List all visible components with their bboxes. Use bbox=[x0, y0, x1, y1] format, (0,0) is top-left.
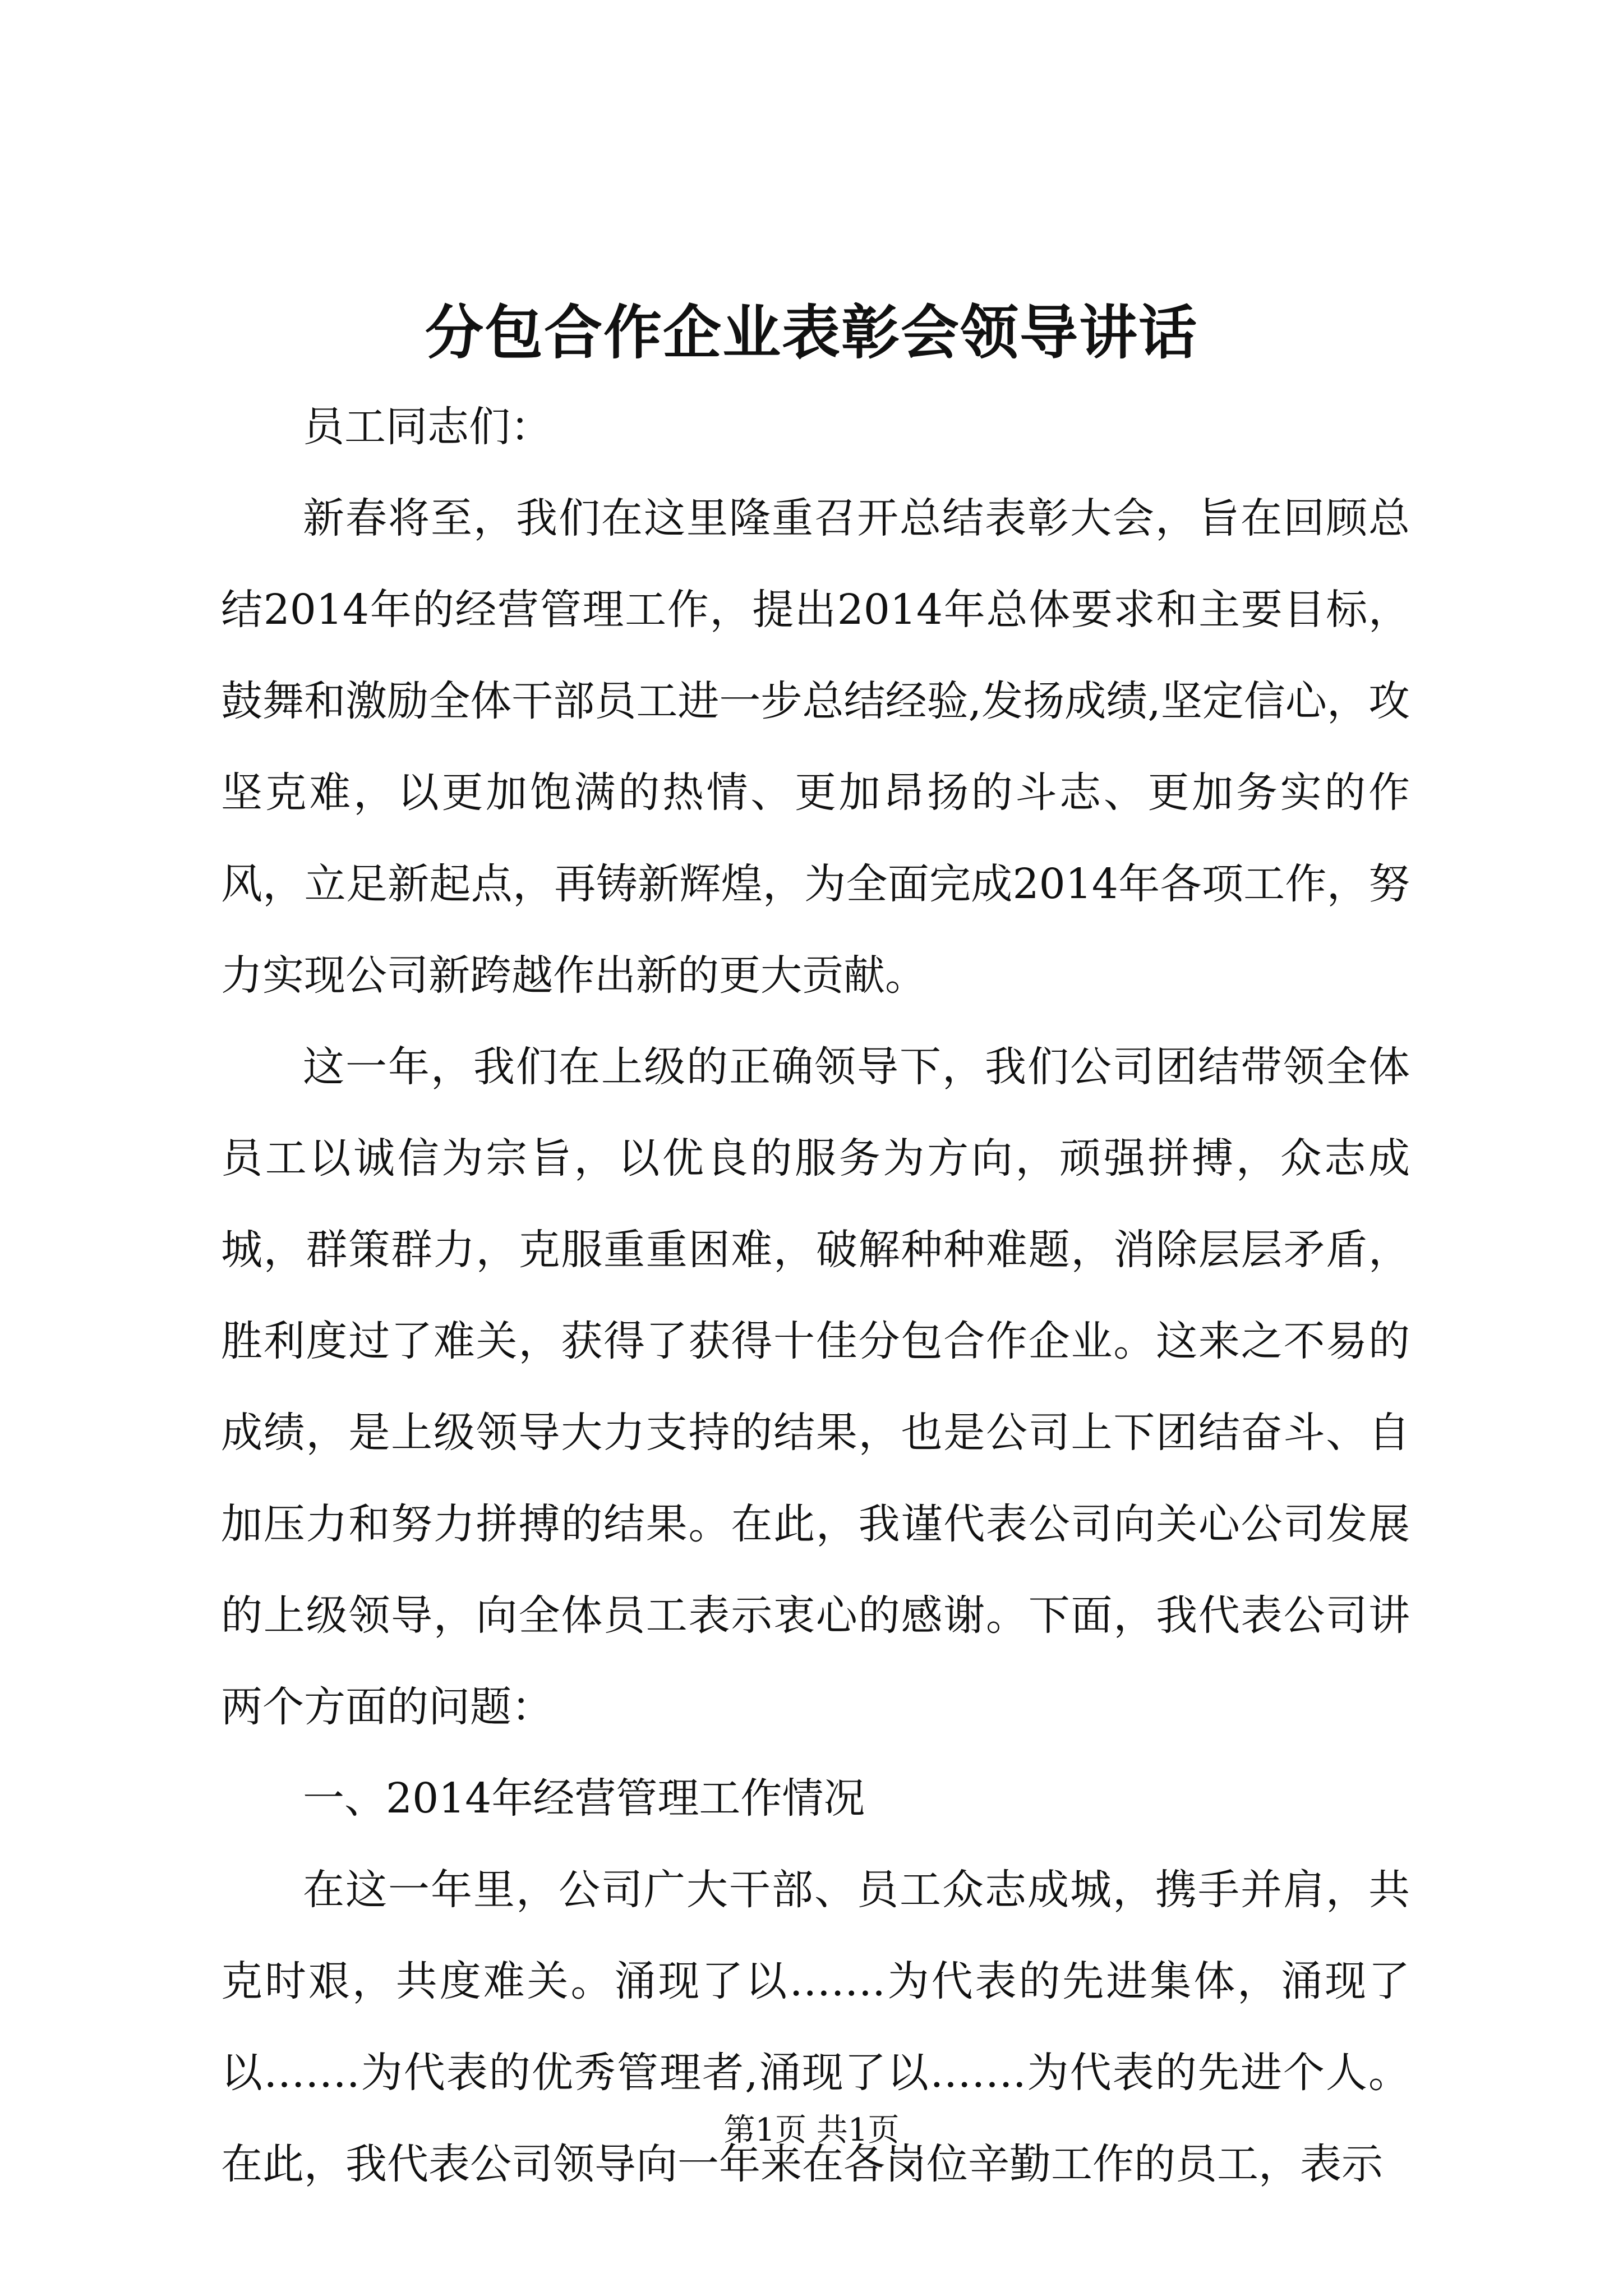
document-body bbox=[221, 381, 1410, 2210]
paragraph-salutation: 员工同志们： bbox=[303, 403, 552, 451]
page-number-footer: 第1页 共1页 bbox=[723, 2112, 900, 2148]
paragraph-opening: 新春将至，我们在这里隆重召开总结表彰大会，旨在回顾总结2014年的经营管理工作，提出2014年总体要求和主要目标，鼓舞和激励全体干部员工进一步总结经验,发扬成绩,坚定信心，攻坚克难，以更加饱满的热情、更加昂扬的斗志、更加务实的作风，立足新起点，再铸新辉煌，为全面完成2014年各项工作，努力实现公司新跨越作出新的更大贡献。 bbox=[221, 494, 1410, 1000]
document-title: 分包合作企业表彰会领导讲话 bbox=[425, 298, 1198, 367]
paragraph-section-1: 在这一年里，公司广大干部、员工众志成城，携手并肩，共克时艰，共度难关。涌现了以…….为代表的先进集体，涌现了以…….为代表的优秀管理者,涌现了以…….为代表的先进个人。在此，我代表公司领导向一年来在各岗位辛勤工作的员工，表示 bbox=[221, 1866, 1410, 2188]
section-heading-1: 一、2014年经营管理工作情况 bbox=[303, 1774, 865, 1823]
paragraph-achievements: 这一年，我们在上级的正确领导下，我们公司团结带领全体员工以诚信为宗旨，以优良的服务为方向，顽强拼搏，众志成城，群策群力，克服重重困难，破解种种难题，消除层层矛盾，胜利度过了难关，获得了获得十佳分包合作企业。这来之不易的成绩，是上级领导大力支持的结果，也是公司上下团结奋斗、自加压力和努力拼搏的结果。在此，我谨代表公司向关心公司发展的上级领导，向全体员工表示衷心的感谢。下面，我代表公司讲两个方面的问题： bbox=[221, 1043, 1410, 1731]
